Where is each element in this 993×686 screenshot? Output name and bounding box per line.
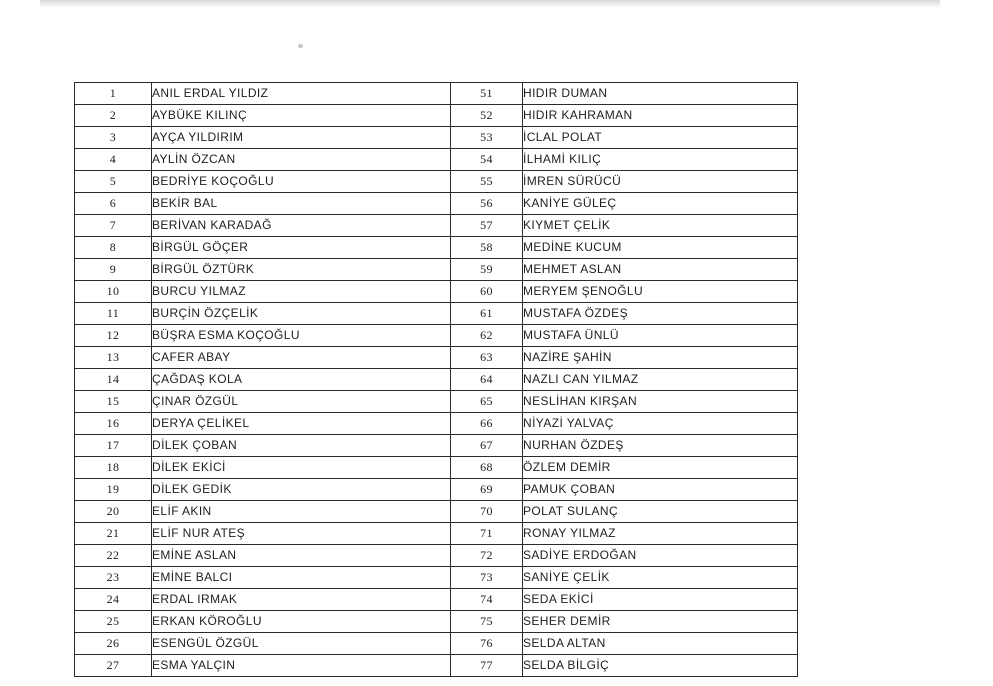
right-name-cell: İLHAMİ KILIÇ [523,149,798,171]
right-name-cell: KANİYE GÜLEÇ [523,193,798,215]
right-name-cell: HIDIR DUMAN [523,83,798,105]
left-name-cell: ÇINAR ÖZGÜL [152,391,451,413]
right-name-cell: NURHAN ÖZDEŞ [523,435,798,457]
scan-speck-mark [298,44,303,48]
table-row [75,105,798,127]
right-name-cell: SELDA BİLGİÇ [523,655,798,677]
left-number-cell: 10 [75,281,152,303]
right-name-cell: MEDİNE KUCUM [523,237,798,259]
left-number-cell: 19 [75,479,152,501]
left-number-cell: 5 [75,171,152,193]
right-number-cell: 56 [451,193,523,215]
left-number-cell: 23 [75,567,152,589]
left-name-cell: EMİNE ASLAN [152,545,451,567]
table-row [75,171,798,193]
left-name-cell: ESENGÜL ÖZGÜL [152,633,451,655]
right-name-cell: ÖZLEM DEMİR [523,457,798,479]
left-name-cell: BURCU YILMAZ [152,281,451,303]
left-name-cell: BÜŞRA ESMA KOÇOĞLU [152,325,451,347]
left-name-cell: BİRGÜL ÖZTÜRK [152,259,451,281]
table-row [75,259,798,281]
left-number-cell: 20 [75,501,152,523]
left-number-cell: 27 [75,655,152,677]
right-number-cell: 73 [451,567,523,589]
left-name-cell: DİLEK EKİCİ [152,457,451,479]
scan-edge-shadow [40,0,940,8]
right-number-cell: 72 [451,545,523,567]
left-number-cell: 17 [75,435,152,457]
right-number-cell: 62 [451,325,523,347]
table-row [75,215,798,237]
left-name-cell: AYBÜKE KILINÇ [152,105,451,127]
left-number-cell: 7 [75,215,152,237]
right-name-cell: POLAT SULANÇ [523,501,798,523]
table-row [75,193,798,215]
right-name-cell: MERYEM ŞENOĞLU [523,281,798,303]
left-name-cell: BEDRİYE KOÇOĞLU [152,171,451,193]
table-row [75,127,798,149]
left-name-cell: ERDAL IRMAK [152,589,451,611]
table-row [75,83,798,105]
right-name-cell: NİYAZİ YALVAÇ [523,413,798,435]
right-number-cell: 63 [451,347,523,369]
table-row [75,391,798,413]
right-name-cell: NAZLI CAN YILMAZ [523,369,798,391]
right-name-cell: İCLAL POLAT [523,127,798,149]
table-row [75,347,798,369]
right-name-cell: SANİYE ÇELİK [523,567,798,589]
right-number-cell: 67 [451,435,523,457]
right-name-cell: KIYMET ÇELİK [523,215,798,237]
right-number-cell: 53 [451,127,523,149]
left-number-cell: 8 [75,237,152,259]
right-number-cell: 70 [451,501,523,523]
left-number-cell: 26 [75,633,152,655]
right-number-cell: 68 [451,457,523,479]
right-name-cell: RONAY YILMAZ [523,523,798,545]
right-name-cell: NESLİHAN KIRŞAN [523,391,798,413]
table-row [75,633,798,655]
right-number-cell: 54 [451,149,523,171]
right-number-cell: 64 [451,369,523,391]
right-name-cell: SELDA ALTAN [523,633,798,655]
right-name-cell: MUSTAFA ÖZDEŞ [523,303,798,325]
table-row [75,237,798,259]
left-name-cell: CAFER ABAY [152,347,451,369]
left-number-cell: 3 [75,127,152,149]
right-name-cell: HIDIR KAHRAMAN [523,105,798,127]
table-row [75,303,798,325]
left-number-cell: 12 [75,325,152,347]
left-number-cell: 14 [75,369,152,391]
left-name-cell: DİLEK GEDİK [152,479,451,501]
right-number-cell: 77 [451,655,523,677]
table-row [75,479,798,501]
right-number-cell: 69 [451,479,523,501]
table-row [75,149,798,171]
table-row [75,435,798,457]
right-name-cell: İMREN SÜRÜCÜ [523,171,798,193]
left-name-cell: ELİF NUR ATEŞ [152,523,451,545]
right-number-cell: 66 [451,413,523,435]
table-row [75,567,798,589]
left-number-cell: 25 [75,611,152,633]
left-name-cell: ANIL ERDAL YILDIZ [152,83,451,105]
right-number-cell: 71 [451,523,523,545]
table-row [75,457,798,479]
left-name-cell: DİLEK ÇOBAN [152,435,451,457]
right-name-cell: SADİYE ERDOĞAN [523,545,798,567]
right-number-cell: 75 [451,611,523,633]
left-name-cell: BEKİR BAL [152,193,451,215]
right-name-cell: NAZİRE ŞAHİN [523,347,798,369]
left-name-cell: ÇAĞDAŞ KOLA [152,369,451,391]
left-number-cell: 21 [75,523,152,545]
left-number-cell: 4 [75,149,152,171]
right-name-cell: MEHMET ASLAN [523,259,798,281]
right-number-cell: 61 [451,303,523,325]
right-name-cell: MUSTAFA ÜNLÜ [523,325,798,347]
table-row [75,325,798,347]
table-row [75,369,798,391]
left-number-cell: 18 [75,457,152,479]
left-name-cell: ELİF AKIN [152,501,451,523]
name-list-table [74,82,798,677]
left-name-cell: BURÇİN ÖZÇELİK [152,303,451,325]
table-row [75,545,798,567]
left-name-cell: EMİNE BALCI [152,567,451,589]
left-number-cell: 24 [75,589,152,611]
left-number-cell: 22 [75,545,152,567]
left-number-cell: 2 [75,105,152,127]
right-number-cell: 52 [451,105,523,127]
left-name-cell: AYLİN ÖZCAN [152,149,451,171]
left-name-cell: BİRGÜL GÖÇER [152,237,451,259]
right-number-cell: 55 [451,171,523,193]
right-number-cell: 57 [451,215,523,237]
right-number-cell: 51 [451,83,523,105]
left-number-cell: 15 [75,391,152,413]
right-number-cell: 60 [451,281,523,303]
left-number-cell: 13 [75,347,152,369]
right-number-cell: 74 [451,589,523,611]
right-name-cell: SEHER DEMİR [523,611,798,633]
left-name-cell: BERİVAN KARADAĞ [152,215,451,237]
left-name-cell: ESMA YALÇIN [152,655,451,677]
table-row [75,501,798,523]
left-number-cell: 6 [75,193,152,215]
table-row [75,589,798,611]
right-number-cell: 59 [451,259,523,281]
left-name-cell: AYÇA YILDIRIM [152,127,451,149]
table-row [75,611,798,633]
left-number-cell: 11 [75,303,152,325]
table-row [75,523,798,545]
left-number-cell: 9 [75,259,152,281]
left-name-cell: DERYA ÇELİKEL [152,413,451,435]
right-number-cell: 58 [451,237,523,259]
right-name-cell: PAMUK ÇOBAN [523,479,798,501]
right-number-cell: 65 [451,391,523,413]
left-name-cell: ERKAN KÖROĞLU [152,611,451,633]
name-list-body [75,83,798,677]
right-number-cell: 76 [451,633,523,655]
table-row [75,281,798,303]
left-number-cell: 1 [75,83,152,105]
table-row [75,655,798,677]
right-name-cell: SEDA EKİCİ [523,589,798,611]
table-row [75,413,798,435]
left-number-cell: 16 [75,413,152,435]
